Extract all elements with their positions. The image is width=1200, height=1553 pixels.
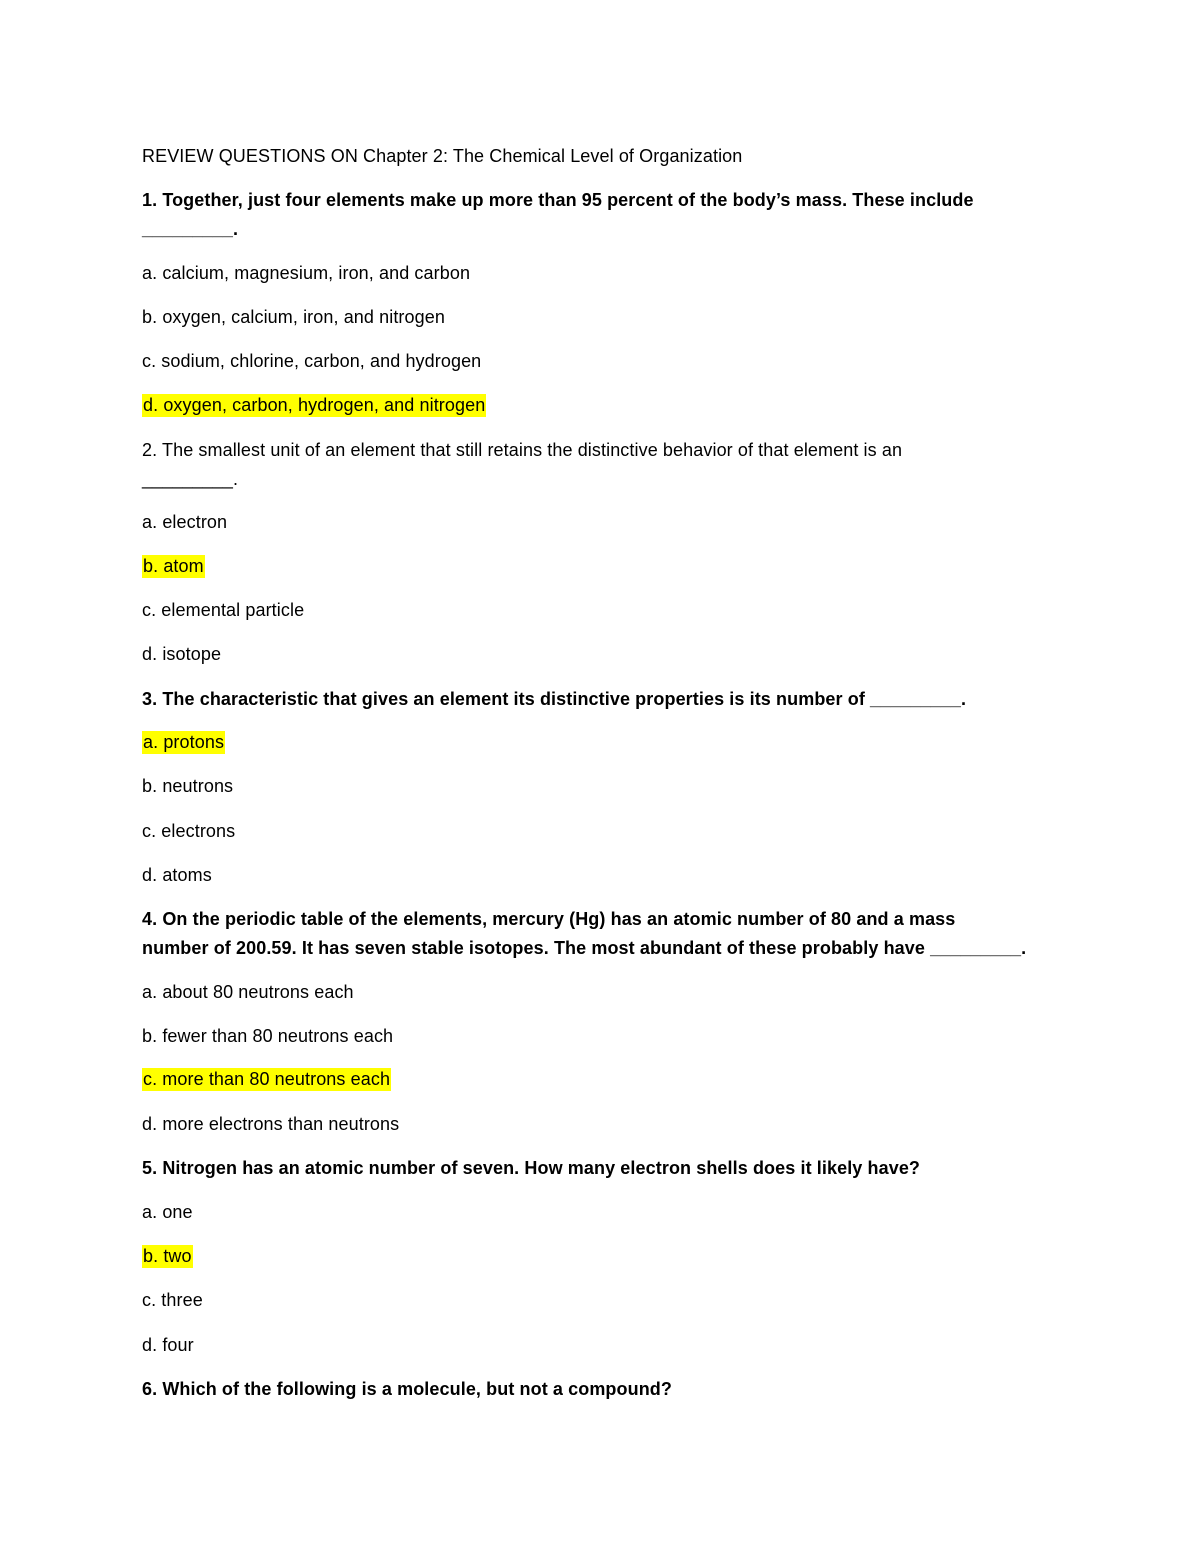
question-1-blank: _________. [142,219,239,239]
question-1-option-a: a. calcium, magnesium, iron, and carbon [142,263,471,283]
question-5-option-a: a. one [142,1202,193,1222]
question-5-option-d: d. four [142,1335,194,1355]
question-3-option-a-answer [142,731,225,753]
question-6-text: 6. Which of the following is a molecule, but not a compound? [142,1379,672,1399]
question-3-text: 3. The characteristic that gives an element its distinctive properties is its number of _________. [142,689,967,709]
answer-highlight: d. oxygen, carbon, hydrogen, and nitrogen [143,395,486,415]
question-4-text-line2: number of 200.59. It has seven stable isotopes. The most abundant of these probably have _________. [142,938,1027,958]
question-4-option-c-answer [142,1068,391,1090]
question-4-option-b: b. fewer than 80 neutrons each [142,1026,394,1046]
question-5-option-c: c. three [142,1290,203,1310]
question-3-option-c: c. electrons [142,821,236,841]
question-2-option-c: c. elemental particle [142,600,305,620]
question-2-option-a: a. electron [142,512,228,532]
question-4-option-d: d. more electrons than neutrons [142,1114,400,1134]
question-1-option-c: c. sodium, chlorine, carbon, and hydrogen [142,351,482,371]
answer-highlight: a. protons [143,732,225,752]
question-1-option-d-answer [142,394,486,416]
answer-highlight: c. more than 80 neutrons each [143,1069,391,1089]
question-4-option-a: a. about 80 neutrons each [142,982,354,1002]
question-3-option-d: d. atoms [142,865,212,885]
question-4-text-line1: 4. On the periodic table of the elements, mercury (Hg) has an atomic number of 80 and a mass [142,909,956,929]
question-1-option-b: b. oxygen, calcium, iron, and nitrogen [142,307,445,327]
question-2-blank: _________. [142,469,239,489]
question-5-text: 5. Nitrogen has an atomic number of seven. How many electron shells does it likely have? [142,1158,921,1178]
question-2-text: 2. The smallest unit of an element that still retains the distinctive behavior of that element is an [142,440,903,460]
question-1-text: 1. Together, just four elements make up more than 95 percent of the body’s mass. These include [142,190,974,210]
question-5-option-b-answer [142,1245,193,1267]
document-title: REVIEW QUESTIONS ON Chapter 2: The Chemical Level of Organization [142,146,743,166]
question-2-option-d: d. isotope [142,644,222,664]
answer-highlight: b. atom [143,556,204,576]
question-2-option-b-answer [142,555,205,577]
question-3-option-b: b. neutrons [142,776,234,796]
answer-highlight: b. two [143,1246,192,1266]
